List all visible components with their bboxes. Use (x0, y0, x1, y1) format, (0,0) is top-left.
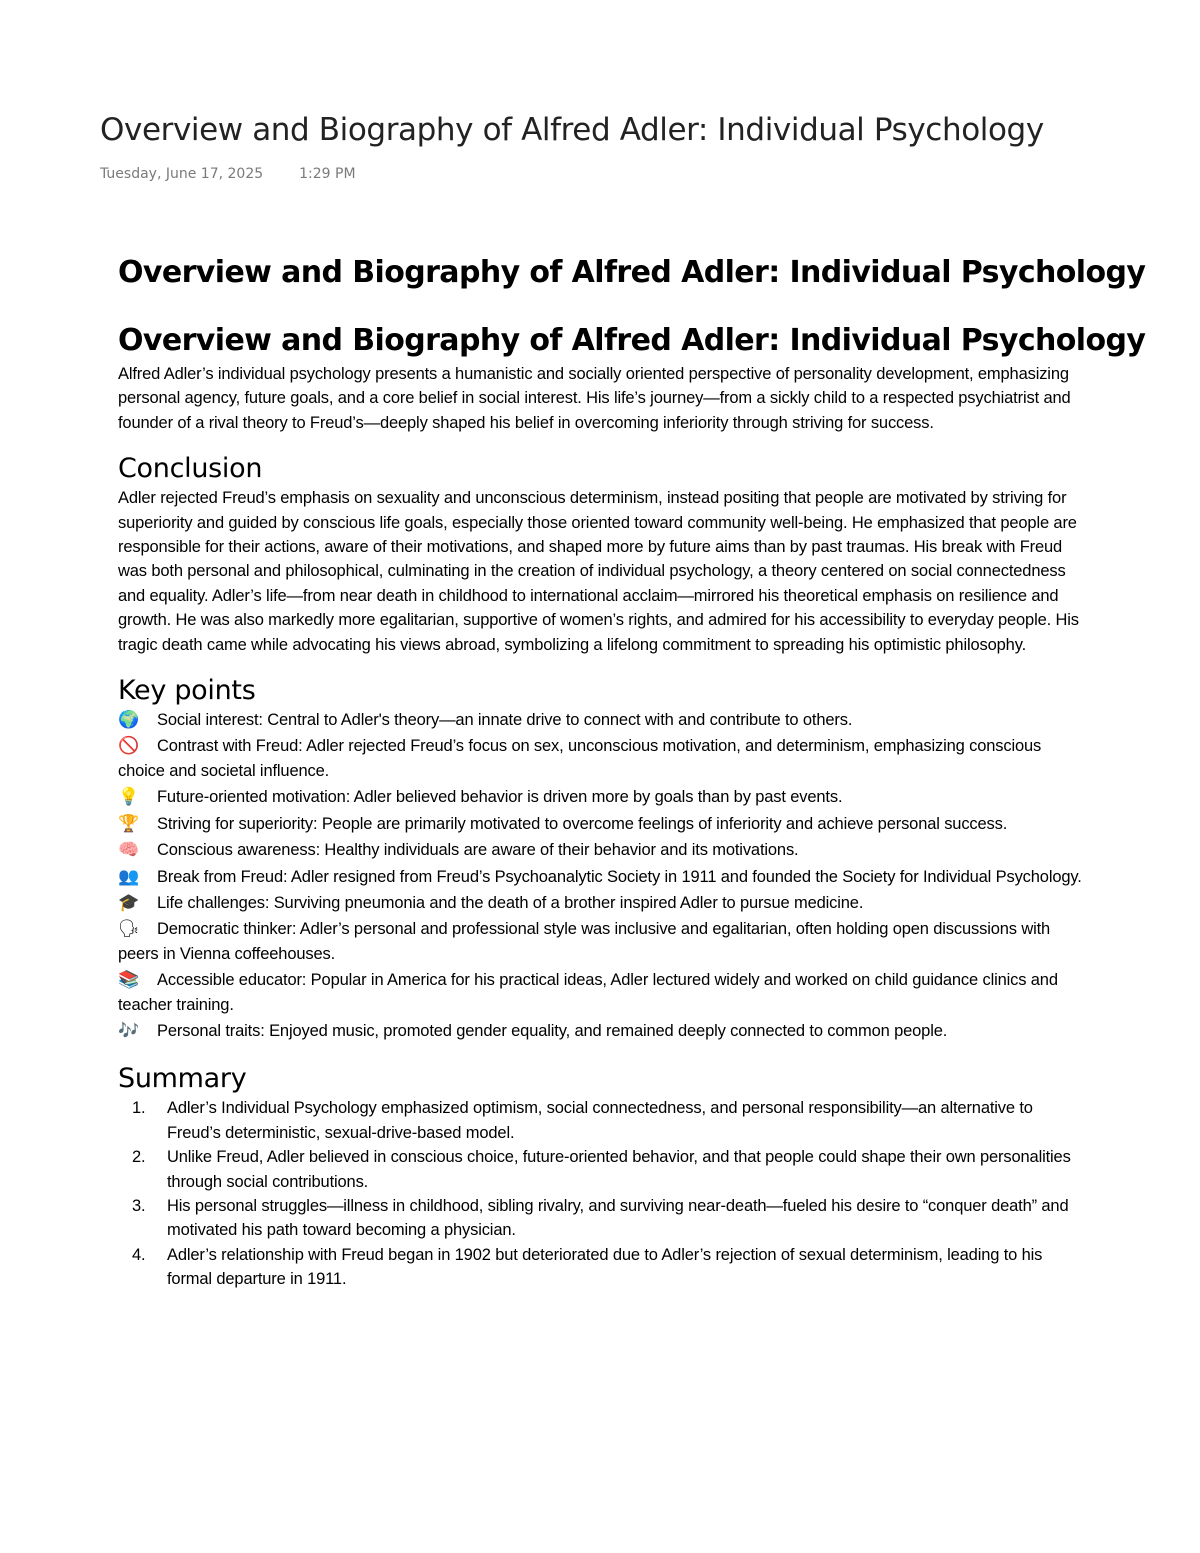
music-notes-icon: 🎶 (118, 1020, 140, 1041)
summary-text: Unlike Freud, Adler believed in conscious choice, future-oriented behavior, and that people could shape their own personalities through social contributions. (167, 1148, 1071, 1191)
discussion-icon: 🗣 (118, 919, 140, 940)
prohibited-icon: 🚫 (118, 736, 140, 757)
key-point-text: Personal traits: Enjoyed music, promoted gender equality, and remained deeply connected to common people. (157, 1021, 948, 1040)
conclusion-paragraph: Adler rejected Freud’s emphasis on sexuality and unconscious determinism, instead positing that people are motivated by striving for superiority and guided by conscious life goals, especially those oriented toward community well-being. He emphasized that people are responsible for their actions, aware of their motivations, and shaped more by future aims than by past traumas. His break with Freud was both personal and philosophical, culminating in the creation of individual psychology, a theory centered on social connectedness and equality. Adler’s life—from near death in childhood to international acclaim—mirrored his theoretical emphasis on resilience and growth. He was also markedly more egalitarian, supportive of women’s rights, and admired for his accessibility to everyday people. His tragic death came while advocating his views abroad, symbolizing a lifelong commitment to spreading his optimistic philosophy. (118, 489, 1079, 654)
key-point-text: Break from Freud: Adler resigned from Freud’s Psychoanalytic Society in 1911 and founded the Society for Individual Psychology. (157, 867, 1082, 886)
summary-text: Adler’s relationship with Freud began in 1902 but deteriorated due to Adler’s rejection of sexual determinism, leading to his formal departure in 1911. (167, 1245, 1043, 1289)
note-time: 1:29 PM (299, 166, 356, 182)
key-point-text: Future-oriented motivation: Adler believed behavior is driven more by goals than by past events. (157, 788, 843, 807)
summary-heading: Summary (118, 1063, 247, 1095)
key-point-text: Accessible educator: Popular in America for his practical ideas, Adler lectured widely and worked on child guidance clinics and teacher training. (118, 971, 1058, 1014)
key-point-text: Contrast with Freud: Adler rejected Freud’s focus on sex, unconscious motivation, and determinism, emphasizing conscious choice and societal influence. (118, 737, 1042, 780)
key-point-item (118, 838, 1086, 862)
note-date: Tuesday, June 17, 2025 (100, 166, 264, 182)
key-points-list (118, 708, 1086, 1043)
key-point-item (118, 968, 1086, 1017)
key-point-item (118, 1019, 1086, 1043)
page-bottom-margin (0, 1434, 1200, 1553)
note-timestamp (100, 166, 356, 182)
summary-list (118, 1096, 1086, 1291)
trophy-icon: 🏆 (118, 813, 140, 834)
key-point-item (118, 812, 1086, 836)
people-icon: 👥 (118, 866, 140, 887)
conclusion-heading: Conclusion (118, 453, 263, 485)
key-point-item (118, 785, 1086, 809)
graduation-cap-icon: 🎓 (118, 892, 140, 913)
summary-text: His personal struggles—illness in childhood, sibling rivalry, and surviving near-death—fueled his desire to “conquer death” and motivated his path toward becoming a physician. (167, 1196, 1069, 1240)
summary-text: Adler’s Individual Psychology emphasized optimism, social connectedness, and personal responsibility—an alternative to Freud’s deterministic, sexual-drive-based model. (167, 1099, 1033, 1142)
key-points-heading: Key points (118, 675, 256, 707)
key-point-item (118, 708, 1086, 732)
summary-item (118, 1145, 1086, 1194)
globe-icon: 🌍 (118, 710, 140, 731)
summary-item (118, 1243, 1086, 1292)
doc-heading-2: Overview and Biography of Alfred Adler: Individual Psychology (118, 323, 1146, 358)
note-title[interactable]: Overview and Biography of Alfred Adler: Individual Psychology (100, 112, 1044, 148)
summary-number: 3. (132, 1196, 146, 1215)
summary-number: 1. (132, 1099, 146, 1118)
key-point-text: Democratic thinker: Adler’s personal and professional style was inclusive and egalitarian, often holding open discussions with peers in Vienna coffeehouses. (118, 920, 1051, 963)
summary-item (118, 1096, 1086, 1145)
key-point-item (118, 917, 1086, 966)
key-point-text: Life challenges: Surviving pneumonia and the death of a brother inspired Adler to pursue medicine. (157, 893, 864, 912)
brain-icon: 🧠 (118, 840, 140, 861)
summary-item (118, 1194, 1086, 1243)
note-body[interactable] (118, 252, 1146, 1292)
key-point-item (118, 734, 1086, 783)
books-icon: 📚 (118, 970, 140, 991)
key-point-item (118, 865, 1086, 889)
key-point-text: Social interest: Central to Adler's theory—an innate drive to connect with and contribute to others. (157, 711, 853, 730)
intro-paragraph: Alfred Adler’s individual psychology presents a humanistic and socially oriented perspective of personality development, emphasizing personal agency, future goals, and a core belief in social interest. His life’s journey—from a sickly child to a respected psychiatrist and founder of a rival theory to Freud’s—deeply shaped his belief in overcoming inferiority through striving for success. (118, 365, 1071, 432)
doc-heading-1: Overview and Biography of Alfred Adler: Individual Psychology (118, 255, 1146, 290)
key-point-text: Conscious awareness: Healthy individuals are aware of their behavior and its motivations. (157, 841, 799, 860)
summary-number: 4. (132, 1245, 146, 1264)
key-point-text: Striving for superiority: People are primarily motivated to overcome feelings of inferiority and achieve personal success. (157, 814, 1008, 833)
lightbulb-icon: 💡 (118, 787, 140, 808)
key-point-item (118, 891, 1086, 915)
summary-number: 2. (132, 1148, 146, 1167)
